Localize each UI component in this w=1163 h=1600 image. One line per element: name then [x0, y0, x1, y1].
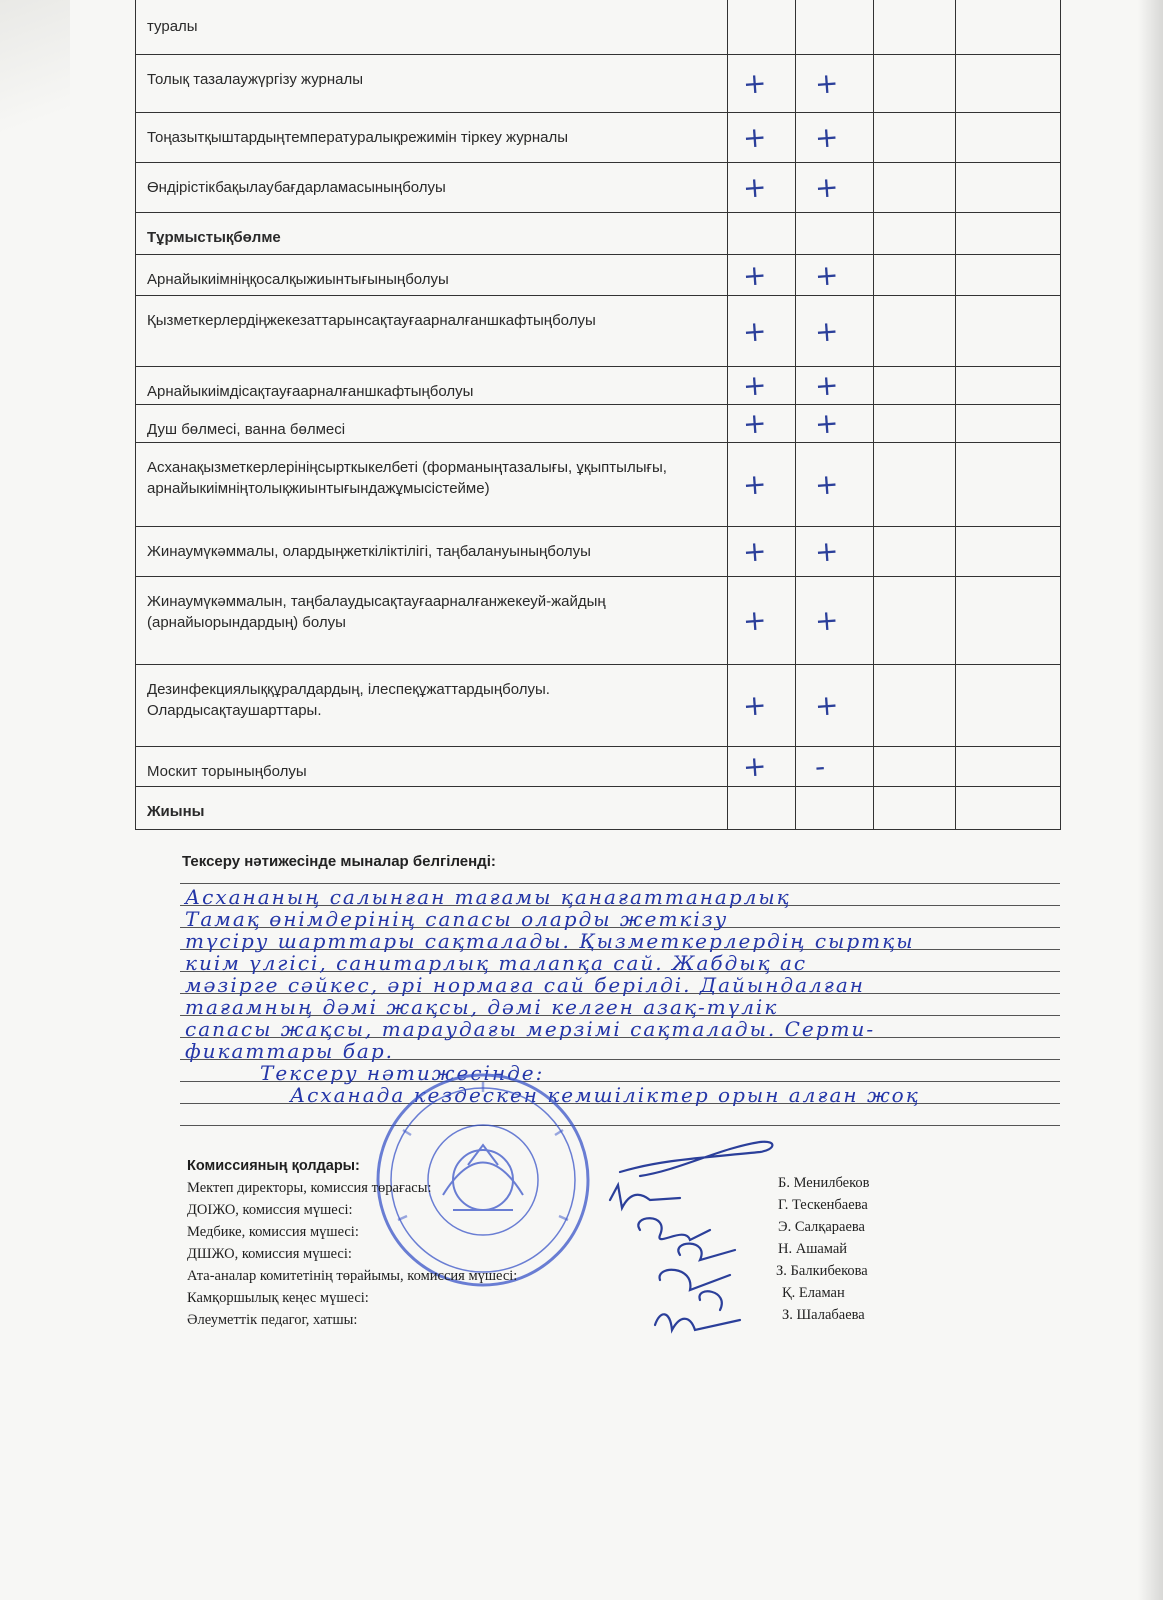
- findings-title: Тексеру нәтижесінде мыналар белгіленді:: [182, 853, 496, 870]
- signature-name: Қ. Еламан: [782, 1285, 845, 1301]
- table-row: [135, 787, 1060, 830]
- check-mark: +: [813, 406, 840, 441]
- signature-role: Ата-аналар комитетінің төрайымы, комиссия мүшесі:: [187, 1268, 518, 1284]
- check-mark: +: [741, 120, 768, 155]
- table-row: [135, 213, 1060, 255]
- table-row: [135, 443, 1060, 527]
- check-mark: +: [813, 368, 840, 403]
- check-mark: +: [813, 170, 840, 205]
- check-mark: +: [813, 467, 840, 502]
- signature-scribbles: [600, 1130, 800, 1350]
- row-label: Дезинфекциялыққұралдардың, ілеспеқұжаттардыңболуы. Олардысақтаушарттары.: [147, 681, 550, 719]
- signature-name: З. Шалабаева: [782, 1307, 865, 1323]
- signature-role: Камқоршылық кеңес мүшесі:: [187, 1290, 369, 1306]
- handwritten-line: фикаттары бар.: [185, 1039, 394, 1063]
- check-mark: +: [741, 688, 768, 723]
- signature-name: З. Балкибекова: [776, 1263, 868, 1279]
- signature-names: [776, 1172, 870, 1326]
- table-row: [135, 665, 1060, 747]
- check-mark: +: [813, 313, 840, 349]
- check-mark: +: [741, 467, 768, 502]
- check-mark: +: [813, 534, 840, 569]
- signature-roles: [187, 1155, 517, 1331]
- handwritten-line: мәзірге сәйкес, әрі нормаға сай берілді. Дайындалған: [185, 973, 865, 997]
- scan-shadow-left: [0, 0, 70, 200]
- table-row: [135, 747, 1060, 787]
- signature-role: ДШЖО, комиссия мүшесі:: [187, 1246, 352, 1262]
- signature-role: ДОІЖО, комиссия мүшесі:: [187, 1202, 353, 1218]
- handwritten-line: сапасы жақсы, тараудағы мерзімі сақталады. Серти-: [185, 1017, 876, 1041]
- table-row: [135, 163, 1060, 213]
- signature-name: Б. Менилбеков: [778, 1175, 870, 1191]
- row-label: Асханақызметкерлерініңсырткыкелбеті (форманыңтазалығы, ұқыптылығы, арнайыкиімніңтолықжиынтығындажұмысістейме): [147, 459, 667, 497]
- handwritten-line: Асханада кездескен кемшіліктер орын алған жоқ: [290, 1083, 920, 1107]
- signature-name: Г. Тескенбаева: [778, 1197, 868, 1213]
- check-mark: +: [813, 257, 840, 293]
- check-mark: +: [813, 688, 840, 723]
- check-mark: +: [813, 603, 840, 638]
- signature-name: Э. Салқараева: [778, 1219, 865, 1235]
- row-label: Арнайыкиімніңқосалқыжиынтығыныңболуы: [147, 271, 449, 288]
- handwritten-line: түсіру шарттары сақталады. Қызметкерлердің сыртқы: [185, 929, 915, 953]
- row-label: Қызметкерлердіңжекезаттарынсақтауғаарналғаншкафтыңболуы: [147, 312, 596, 329]
- row-label: Толық тазалаужүргізу журналы: [147, 71, 364, 88]
- handwritten-line: киім үлгісі, санитарлық талапқа сай. Жабдық ас: [185, 951, 808, 975]
- row-label: Тоңазытқыштардыңтемпературалықрежимін тіркеу журналы: [147, 129, 569, 146]
- check-mark: +: [741, 66, 768, 101]
- writing-rule: [180, 883, 1060, 884]
- check-mark: +: [741, 406, 768, 441]
- writing-rule: [180, 1125, 1060, 1126]
- row-label: Москит торыныңболуы: [147, 763, 307, 780]
- table-row: [135, 577, 1060, 665]
- row-label: Жинаумүкәммалын, таңбалаудысақтауғаарналғанжекеуй-жайдың (арнайыорындардың) болуы: [147, 593, 606, 631]
- table-row: [135, 296, 1060, 367]
- table-row: [135, 0, 1060, 55]
- row-label: Душ бөлмесі, ванна бөлмесі: [147, 421, 346, 438]
- check-mark: +: [741, 603, 768, 638]
- table-row: [135, 405, 1060, 443]
- table-row: [135, 255, 1060, 296]
- signature-name: Н. Ашамай: [778, 1241, 848, 1257]
- scan-shadow-right: [1138, 0, 1163, 1600]
- row-label: Жиыны: [147, 803, 205, 820]
- check-mark: +: [741, 257, 768, 293]
- table-row: [135, 367, 1060, 405]
- check-mark: +: [741, 749, 768, 784]
- signatures-title: Комиссияның қолдары:: [187, 1158, 360, 1174]
- check-mark: +: [813, 120, 840, 155]
- table-border-right: [1060, 0, 1061, 830]
- handwritten-line: Тексеру нәтижесінде:: [260, 1061, 545, 1085]
- row-label: Арнайыкиімдісақтауғаарналғаншкафтыңболуы: [147, 383, 474, 400]
- row-label: Жинаумүкәммалы, олардыңжеткіліктілігі, таңбалануыныңболуы: [147, 543, 591, 560]
- check-mark: +: [813, 66, 840, 101]
- signature-role: Медбике, комиссия мүшесі:: [187, 1224, 359, 1240]
- handwritten-line: Тамақ өнімдерінің сапасы оларды жеткізу: [185, 907, 729, 931]
- row-label: Өндірістікбақылаубағдарламасыныңболуы: [147, 179, 446, 196]
- check-mark: +: [741, 170, 768, 205]
- handwritten-line: тағамның дәмі жақсы, дәмі келген азақ-түлік: [185, 995, 779, 1019]
- checklist-table: [135, 0, 1060, 850]
- handwritten-line: Асхананың салынған тағамы қанағаттанарлық: [185, 885, 791, 909]
- table-row: [135, 527, 1060, 577]
- check-mark: +: [741, 313, 768, 349]
- table-row: [135, 113, 1060, 163]
- table-row: [135, 55, 1060, 113]
- row-label: Тұрмыстықбөлме: [147, 229, 281, 246]
- row-label: туралы: [147, 18, 198, 35]
- check-mark: +: [741, 534, 768, 569]
- signature-role: Мектеп директоры, комиссия төрағасы:: [187, 1180, 432, 1196]
- check-mark: +: [741, 368, 768, 403]
- check-mark: -: [813, 749, 827, 784]
- signature-role: Әлеуметтік педагог, хатшы:: [187, 1312, 358, 1328]
